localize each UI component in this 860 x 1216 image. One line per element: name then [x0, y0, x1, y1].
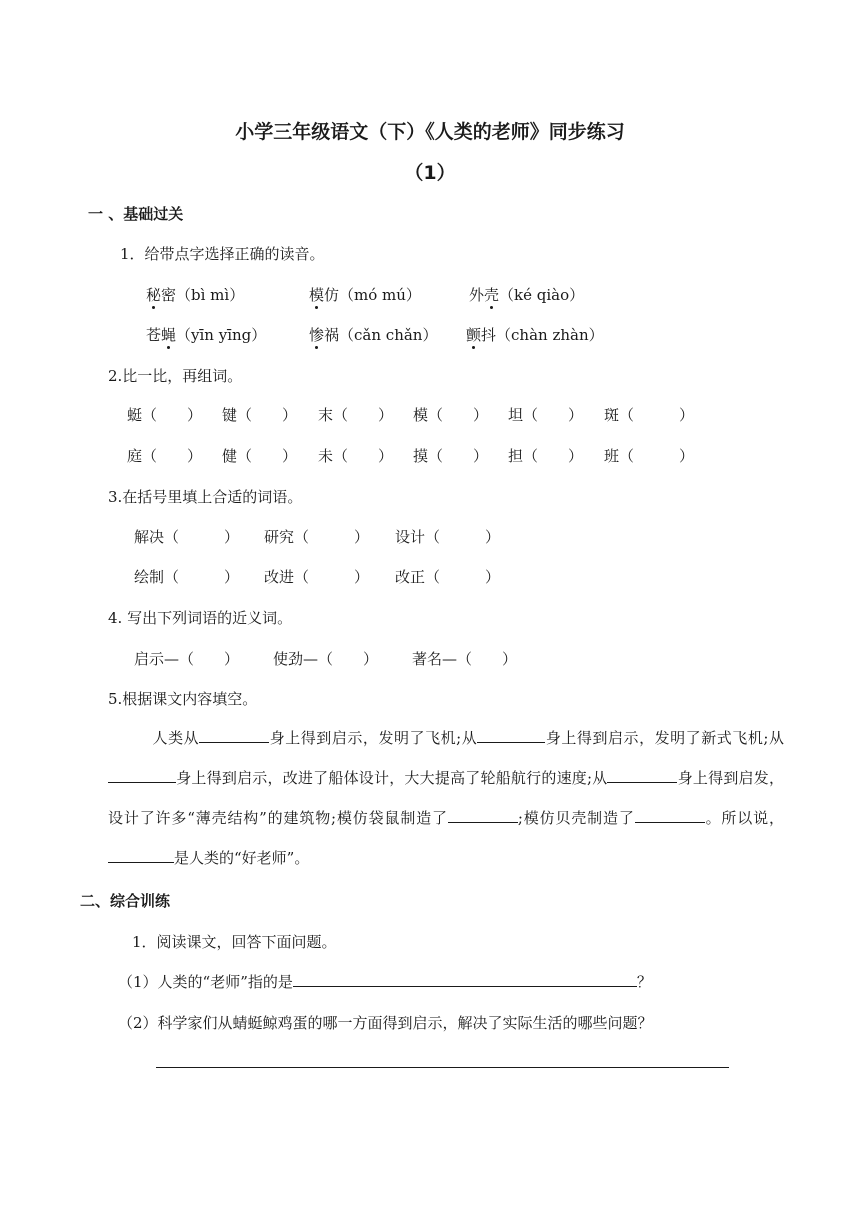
q1-item: 外壳（ké qiào） — [469, 286, 585, 304]
q1-item: 秘密（bì mì） — [146, 286, 245, 304]
q3-cell: 改进（ ） — [264, 568, 370, 586]
fill-blank[interactable] — [635, 808, 705, 823]
q4-cell: 使劲—（ ） — [273, 650, 379, 668]
q2-cell: 未（ ） — [318, 447, 394, 465]
page-subtitle: （1） — [404, 162, 456, 184]
q3-cell: 解决（ ） — [134, 528, 240, 546]
q2-cell: 末（ ） — [318, 406, 394, 424]
fill-blank[interactable] — [477, 728, 545, 743]
q2-cell: 蜓（ ） — [127, 406, 203, 424]
answer-blank[interactable] — [293, 972, 637, 987]
fill-blank[interactable] — [448, 808, 518, 823]
s2-sub2: （2）科学家们从蜻蜓鲸鸡蛋的哪一方面得到启示，解决了实际生活的哪些问题？ — [118, 1014, 653, 1032]
q2-cell: 摸（ ） — [413, 447, 489, 465]
q2-cell: 担（ ） — [508, 447, 584, 465]
q2-row2 — [127, 445, 747, 465]
s2-sub1: （1）人类的“老师”指的是 ？ — [118, 973, 652, 991]
answer-line[interactable] — [156, 1067, 729, 1068]
q2-cell: 坦（ ） — [508, 406, 584, 424]
q2-cell: 庭（ ） — [127, 447, 203, 465]
q1-item: 苍蝇（yīn yīng） — [146, 326, 267, 344]
q4-row — [134, 648, 554, 668]
q2-cell: 模（ ） — [413, 406, 489, 424]
q1-item: 颤抖（chàn zhàn） — [466, 326, 604, 344]
fill-blank[interactable] — [108, 768, 176, 783]
q4-prompt: 4. 写出下列词语的近义词。 — [108, 609, 293, 627]
q3-row2 — [134, 566, 534, 586]
q2-cell: 班（ ） — [604, 447, 695, 465]
q1-prompt: 1．给带点字选择正确的读音。 — [120, 245, 325, 263]
q2-cell: 键（ ） — [222, 406, 298, 424]
q5-paragraph: 人类从 身上得到启示，发明了飞机;从 身上得到启示，发明了新式飞机;从身上得到启示，改进了船体设计，大大提高了轮船航行的速度;从 身上得到启发，设计了许多“薄壳结构”的建筑物;模仿袋鼠制造了 ;模仿贝壳制造了 。所以说，是人类的“好老师”。 — [108, 729, 784, 867]
q4-cell: 著名—（ ） — [412, 650, 518, 668]
q3-row1 — [134, 526, 534, 546]
q3-cell: 改正（ ） — [395, 568, 501, 586]
q3-prompt: 3.在括号里填上合适的词语。 — [108, 488, 303, 506]
q1-item: 模仿（mó mú） — [309, 286, 421, 304]
fill-blank[interactable] — [607, 768, 677, 783]
q1-item: 惨祸（cǎn chǎn） — [309, 326, 438, 344]
q2-row1 — [127, 404, 747, 424]
q5-prompt: 5.根据课文内容填空。 — [108, 690, 258, 708]
q3-cell: 设计（ ） — [395, 528, 501, 546]
q3-cell: 研究（ ） — [264, 528, 370, 546]
q4-cell: 启示—（ ） — [134, 650, 240, 668]
section1-heading: 一 、基础过关 — [88, 205, 184, 223]
q2-prompt: 2.比一比，再组词。 — [108, 367, 243, 385]
fill-blank[interactable] — [199, 728, 269, 743]
q2-cell: 斑（ ） — [604, 406, 695, 424]
q3-cell: 绘制（ ） — [134, 568, 240, 586]
page-title: 小学三年级语文（下）《人类的老师》同步练习 — [235, 121, 625, 143]
fill-blank[interactable] — [108, 848, 174, 863]
s2-q1-prompt: 1．阅读课文，回答下面问题。 — [132, 933, 337, 951]
q2-cell: 健（ ） — [222, 447, 298, 465]
section2-heading: 二、综合训练 — [80, 892, 171, 910]
